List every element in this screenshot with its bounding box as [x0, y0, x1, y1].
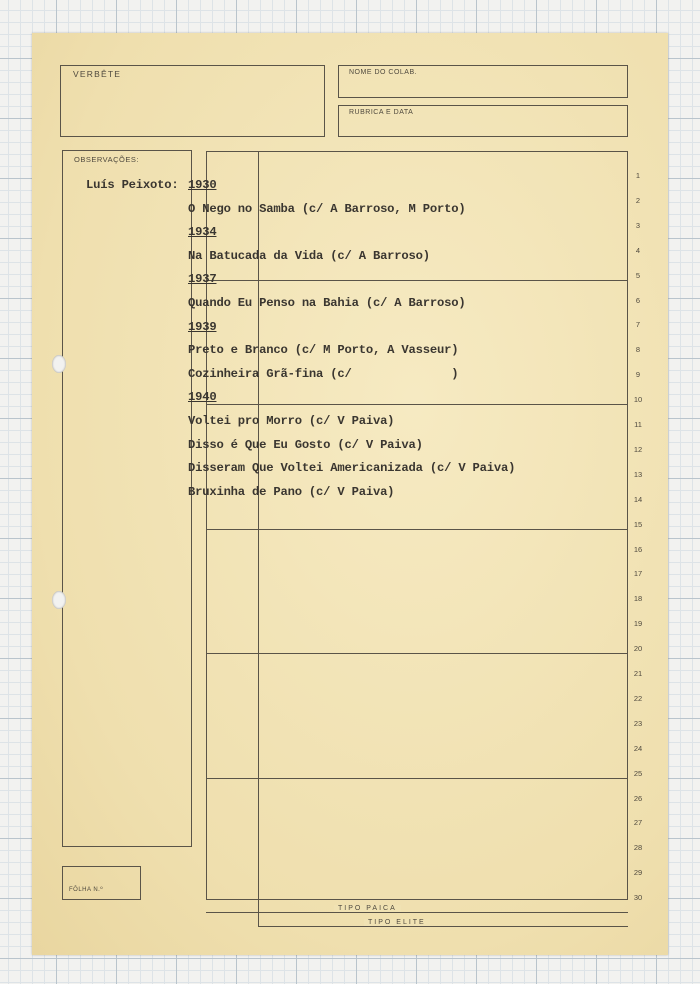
- line-number: 23: [633, 718, 643, 728]
- line-number: 24: [633, 743, 643, 753]
- nome-colab-box: [338, 65, 628, 98]
- margin-line: [258, 151, 259, 926]
- line-number: 29: [633, 868, 643, 878]
- line-number: 25: [633, 768, 643, 778]
- punch-hole: [52, 591, 66, 609]
- line-number: 21: [633, 669, 643, 678]
- verbete-box: [60, 65, 325, 137]
- line-number: 18: [633, 594, 643, 604]
- rubrica-box: [338, 105, 628, 137]
- grid-line: [206, 529, 628, 530]
- line-number: 2: [635, 195, 641, 205]
- song-title: Quando Eu Penso na Bahia (c/ A Barroso): [188, 296, 466, 310]
- song-title: Disso é Que Eu Gosto (c/ V Paiva): [188, 437, 423, 452]
- line-number: 1: [635, 171, 641, 180]
- line-number: 22: [633, 693, 643, 703]
- year-heading: 1934: [188, 225, 217, 240]
- year-heading: 1939: [188, 319, 217, 334]
- line-number: 27: [633, 818, 643, 828]
- line-number: 6: [635, 295, 641, 305]
- nome-colab-label: NOME DO COLAB.: [349, 69, 418, 76]
- song-title: O Nego no Samba (c/ A Barroso, M Porto): [188, 201, 466, 216]
- song-title: Na Batucada da Vida (c/ A Barroso): [188, 248, 430, 263]
- observacoes-label: OBSERVAÇÕES:: [74, 155, 139, 164]
- grid-line: [206, 280, 628, 281]
- folha-box: [62, 866, 141, 900]
- line-number: 7: [635, 320, 641, 330]
- line-number: 19: [633, 619, 643, 629]
- line-number: 12: [633, 444, 643, 454]
- line-number: 11: [634, 420, 642, 429]
- punch-hole: [52, 355, 66, 373]
- folha-label: FÔLHA N.º: [69, 887, 104, 893]
- line-number: 16: [633, 544, 643, 554]
- line-number: 9: [635, 370, 641, 380]
- song-title: Preto e Branco (c/ M Porto, A Vasseur): [188, 343, 459, 358]
- line-number: 30: [633, 893, 643, 903]
- line-number: 10: [633, 395, 643, 405]
- song-title: Disseram Que Voltei Americanizada (c/ V Paiva): [188, 461, 516, 476]
- tipo-elite-line: [258, 926, 628, 927]
- grid-line: [206, 404, 628, 405]
- index-card-sheet: [32, 33, 668, 955]
- tipo-paica-line: [206, 912, 628, 913]
- line-number: 14: [633, 494, 643, 504]
- author-label: Luís Peixoto:: [86, 178, 179, 192]
- line-number: 13: [633, 469, 643, 479]
- line-number: 5: [635, 270, 641, 280]
- line-number: 4: [635, 245, 641, 255]
- song-title: Bruxinha de Pano (c/ V Paiva): [188, 484, 395, 499]
- year-heading: 1940: [188, 390, 217, 405]
- main-grid: [206, 151, 628, 900]
- grid-line: [206, 653, 628, 654]
- year-heading: 1930: [188, 178, 217, 192]
- observacoes-box: [62, 150, 192, 847]
- line-number: 20: [633, 644, 643, 654]
- tipo-paica-label: TIPO PAICA: [334, 905, 401, 912]
- line-number: 28: [633, 843, 643, 853]
- song-title: Cozinheira Grã-fina (c/ ): [188, 366, 459, 381]
- line-number: 17: [633, 569, 643, 579]
- rubrica-label: RUBRICA E DATA: [349, 109, 414, 116]
- tipo-elite-label: TIPO ELITE: [364, 919, 430, 926]
- line-number: 3: [635, 220, 641, 230]
- grid-line: [206, 778, 628, 779]
- verbete-label: VERBÊTE: [73, 69, 122, 79]
- year-heading: 1937: [188, 272, 217, 287]
- song-title: Voltei pro Morro (c/ V Paiva): [188, 414, 395, 428]
- line-number: 8: [635, 345, 641, 355]
- line-number: 26: [633, 793, 643, 803]
- line-number: 15: [633, 519, 643, 529]
